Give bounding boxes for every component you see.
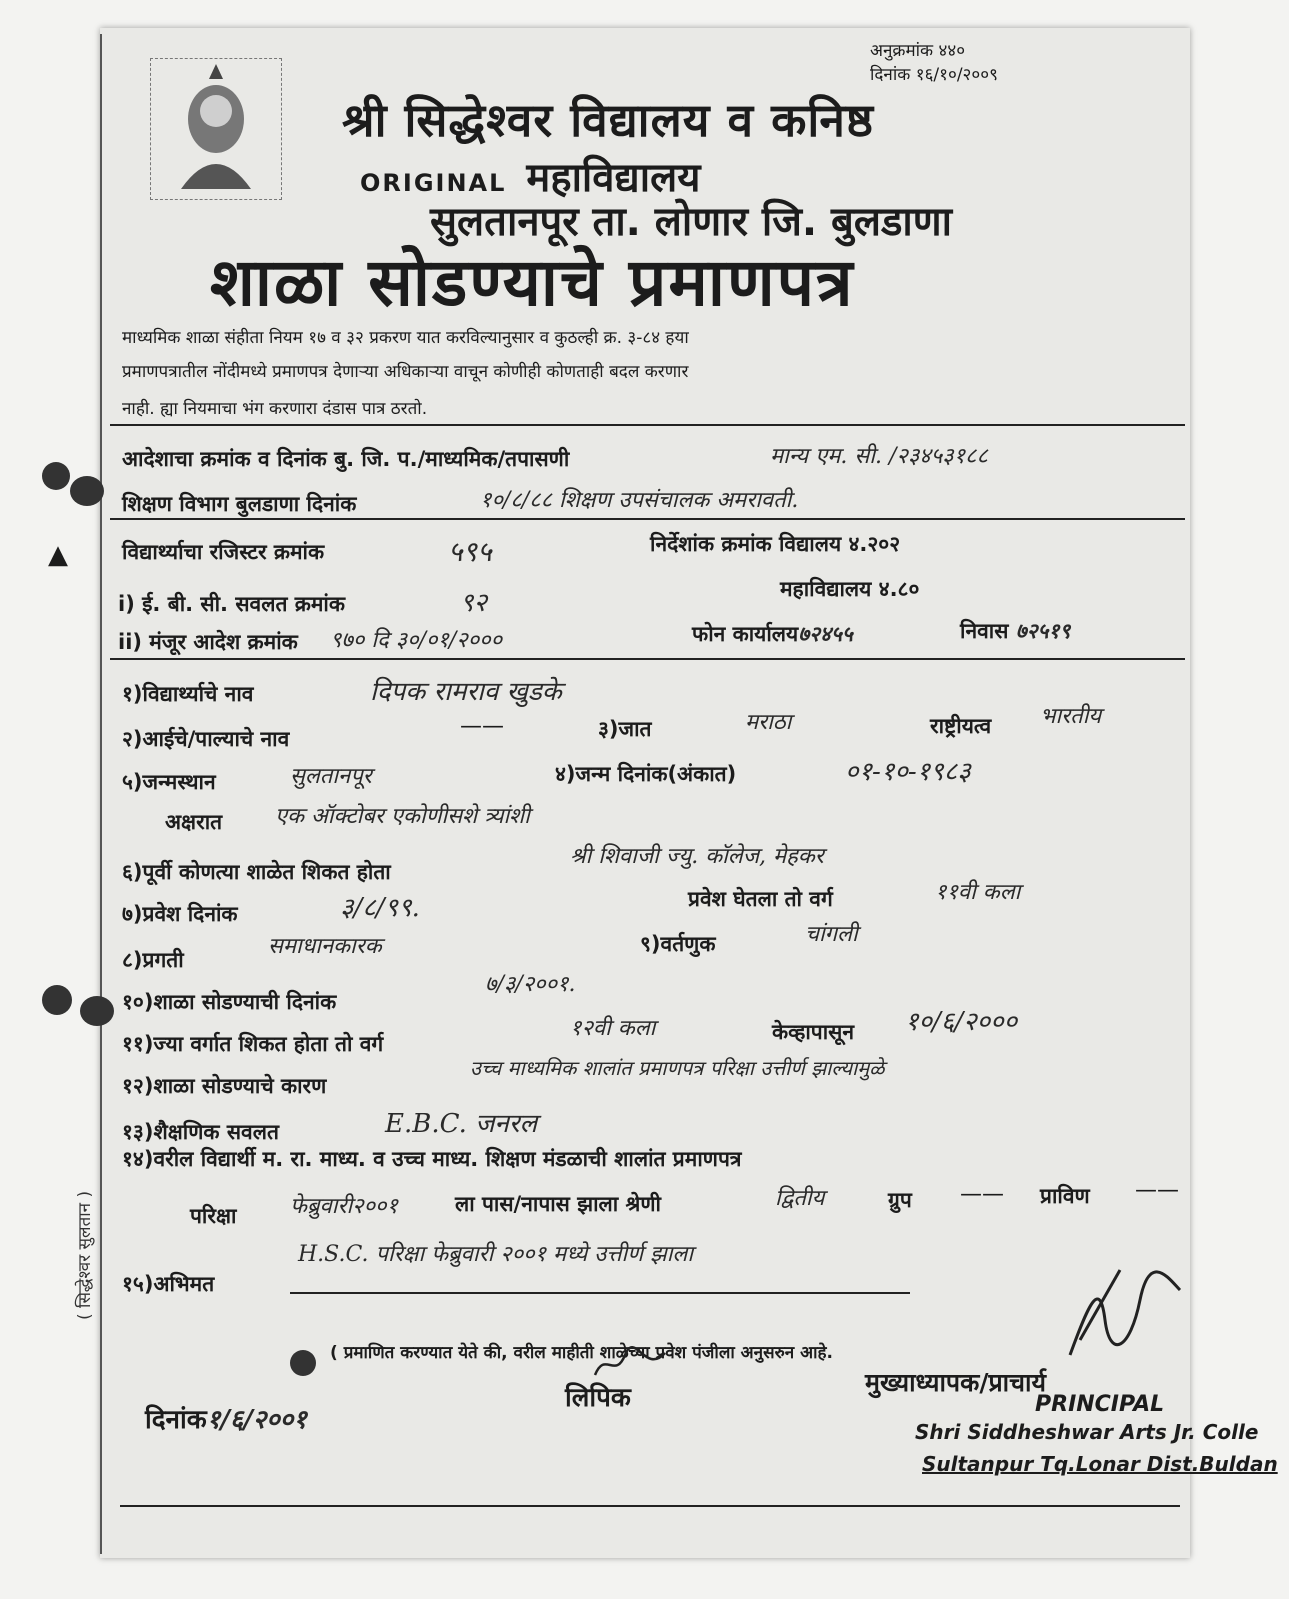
original-stamp: ORIGINAL (360, 169, 507, 197)
ebc-label: i) ई. बी. सी. सवलत क्रमांक (118, 592, 345, 616)
divider (110, 424, 1185, 426)
footer-date-value: १/६/२००१ (206, 1405, 307, 1435)
field-label: ५)जन्मस्थान (122, 770, 216, 794)
deity-logo (150, 58, 282, 200)
notice-line1: माध्यमिक शाळा संहीता नियम १७ व ३२ प्रकरण यात करविल्यानुसार व कुठल्ही क्र. ३-८४ हया (122, 328, 689, 348)
field-label: परिक्षा (190, 1204, 237, 1228)
field-label: १)विद्यार्थ्याचे नाव (122, 682, 254, 706)
order-line1-label: आदेशाचा क्रमांक व दिनांक बु. जि. प./माध्यमिक/तपासणी (122, 447, 570, 471)
field-label: १०)शाळा सोडण्याची दिनांक (122, 990, 337, 1014)
field-label: १२)शाळा सोडण्याचे कारण (122, 1074, 327, 1098)
concession-value: E.B.C. जनरल (385, 1109, 538, 1139)
nationality-value: भारतीय (1040, 704, 1102, 729)
divider (110, 518, 1185, 520)
index-label: निर्देशांक क्रमांक विद्यालय ४.२०२ (650, 532, 901, 556)
remarks-value: H.S.C. परिक्षा फेब्रुवारी २००१ मध्ये उत्तीर्ण झाला (298, 1242, 694, 1267)
birthplace-value: सुलतानपूर (290, 764, 372, 789)
proficiency-value: —— (1135, 1178, 1179, 1203)
punch-hole (42, 462, 70, 490)
field-label: अक्षरात (165, 810, 223, 834)
phone-office-value: ७२४५५ (798, 621, 853, 646)
phone-home-value: ७२५१९ (1015, 618, 1071, 643)
margin-mark: ▲ (48, 540, 68, 570)
principal-marathi: मुख्याध्यापक/प्राचार्य (865, 1368, 1047, 1397)
field-label: २)आईचे/पाल्याचे नाव (122, 727, 290, 751)
institution-name-line1: श्री सिद्धेश्वर विद्यालय व कनिष्ठ (342, 93, 874, 147)
notice-line3: नाही. ह्या नियमाचा भंग करणारा दंडास पात्र ठरतो. (122, 399, 428, 419)
side-stamp: ( सिद्धेश्वर सुलतान ) (75, 1190, 95, 1320)
field-label: प्राविण (1040, 1184, 1090, 1208)
field-label: राष्ट्रीयत्व (930, 714, 992, 738)
punch-hole (42, 985, 72, 1015)
field-label: केव्हापासून (772, 1020, 855, 1044)
exam-grade: द्वितीय (775, 1186, 825, 1211)
field-label: ३)जात (598, 717, 652, 741)
last-class: १२वी कला (570, 1016, 656, 1041)
admission-class: ११वी कला (935, 880, 1021, 905)
leaving-date: ७/३/२००१. (485, 972, 576, 997)
field-label: ला पास/नापास झाला श्रेणी (455, 1192, 661, 1216)
principal-signature (1060, 1260, 1190, 1370)
phone-office-label: फोन कार्यालय (692, 622, 799, 646)
field-label: ८)प्रगती (122, 948, 184, 972)
order-line2-label: शिक्षण विभाग बुलडाणा दिनांक (122, 492, 357, 516)
parent-name: —— (460, 714, 504, 739)
serial-number: अनुक्रमांक ४४० (870, 41, 966, 61)
college-stamp-line1: Shri Siddheshwar Arts Jr. Colle (915, 1420, 1259, 1444)
divider (290, 1292, 910, 1294)
leaving-reason: उच्च माध्यमिक शालांत प्रमाणपत्र परिक्षा उत्तीर्ण झाल्यामुळे (470, 1056, 885, 1080)
clerk-label: लिपिक (565, 1383, 631, 1413)
admission-date: ३/८/९९. (340, 893, 420, 923)
register-value: ५९५ (448, 535, 492, 568)
certification-text: ( प्रमाणित करण्यात येते की, वरील माहीती शाळेच्या प्रवेश पंजीला अनुसरुन आहे. (330, 1343, 833, 1363)
institution-name-line2: महाविद्यालय (526, 155, 701, 201)
progress-value: समाधानकारक (268, 934, 382, 959)
phone-home-label: निवास (960, 619, 1009, 643)
field-label: ७)प्रवेश दिनांक (122, 902, 238, 926)
punch-hole (80, 996, 114, 1026)
college-stamp-line2: Sultanpur Tq.Lonar Dist.Buldan (922, 1452, 1278, 1476)
order-line1-value: मान्य एम. सी. /२३४५३१८८ (770, 444, 988, 469)
institution-address: सुलतानपूर ता. लोणार जि. बुलडाणा (430, 199, 953, 245)
footer-date (145, 1400, 307, 1436)
college-index: महाविद्यालय ४.८० (780, 577, 920, 601)
field-label: १४)वरील विद्यार्थी म. रा. माध्य. व उच्च माध्य. शिक्षण मंडळाची शालांत प्रमाणपत्र (122, 1147, 742, 1171)
sanction-order-label: ii) मंजूर आदेश क्रमांक (118, 630, 298, 654)
footer-date-label: दिनांक (145, 1405, 207, 1435)
field-label: १५)अभिमत (122, 1272, 215, 1296)
order-line2-value: १०/८/८८ शिक्षण उपसंचालक अमरावती. (480, 488, 799, 513)
conduct-value: चांगली (805, 922, 858, 947)
field-label: ९)वर्तणुक (640, 932, 716, 956)
principal-english: PRINCIPAL (1035, 1392, 1165, 1417)
divider (110, 658, 1185, 660)
top-date: दिनांक १६/१०/२००९ (870, 65, 998, 85)
sanction-order-value: ९७० दि ३०/०१/२००० (330, 628, 503, 653)
bottom-rule (120, 1505, 1180, 1507)
clerk-signature (590, 1345, 670, 1385)
phone-office (692, 620, 853, 648)
caste-value: मराठा (745, 710, 792, 735)
field-label: ११)ज्या वर्गात शिकत होता तो वर्ग (122, 1032, 384, 1056)
ebc-value: ९२ (460, 588, 488, 618)
notice-line2: प्रमाणपत्रातील नोंदीमध्ये प्रमाणपत्र देणाऱ्या अधिकाऱ्या वाचून कोणीही कोणताही बदल करणार (122, 362, 689, 382)
previous-school: श्री शिवाजी ज्यु. कॉलेज, मेहकर (570, 844, 824, 869)
phone-home (960, 617, 1070, 645)
bullet-dot (290, 1350, 316, 1376)
field-label: प्रवेश घेतला तो वर्ग (688, 887, 833, 911)
group-value: —— (960, 1182, 1004, 1207)
exam-month: फेब्रुवारी२००१ (290, 1194, 398, 1219)
field-label: ग्रुप (888, 1188, 912, 1212)
since-date: १०/६/२००० (905, 1007, 1018, 1037)
field-label: ४)जन्म दिनांक(अंकात) (555, 762, 737, 786)
register-label: विद्यार्थ्याचा रजिस्टर क्रमांक (122, 540, 325, 564)
field-label: ६)पूर्वी कोणत्या शाळेत शिकत होता (122, 860, 391, 884)
punch-hole (70, 476, 104, 506)
certificate-title: शाळा सोडण्याचे प्रमाणपत्र (210, 244, 855, 321)
field-label: १३)शैक्षणिक सवलत (122, 1120, 279, 1144)
birthdate-words: एक ऑक्टोबर एकोणीसशे त्र्यांशी (275, 804, 530, 829)
margin-rule (100, 34, 102, 1554)
birthdate-value: ०१-१०-१९८३ (845, 757, 971, 787)
student-name: दिपक रामराव खुडके (370, 677, 562, 707)
